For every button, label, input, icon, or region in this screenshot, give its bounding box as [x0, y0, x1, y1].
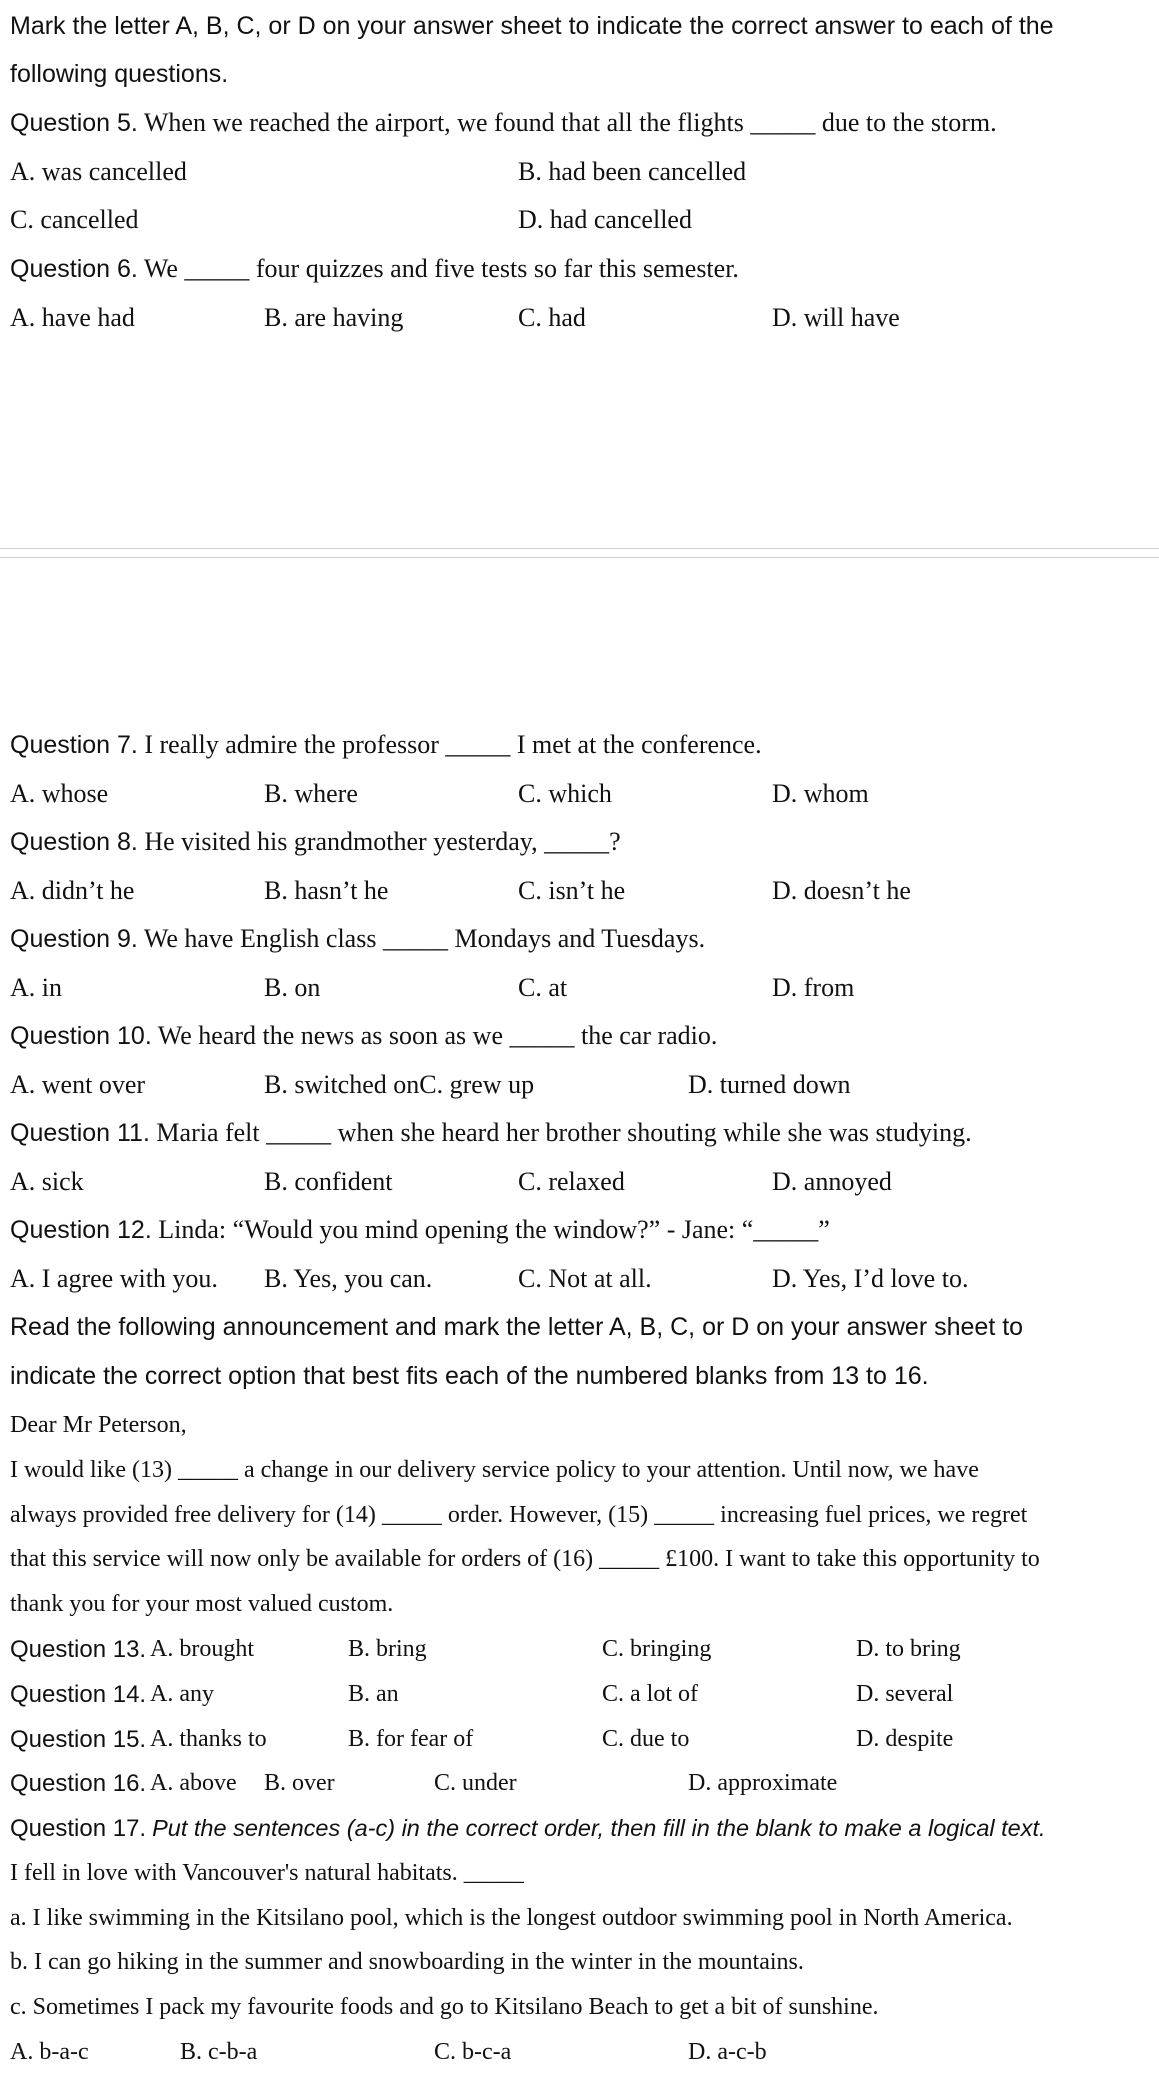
q8-option-c[interactable]: C. isn’t he [518, 876, 626, 905]
question-17 [10, 1815, 1046, 1844]
question-instruction: Put the sentences (a-c) in the correct order, then fill in the blank to make a logical text. [152, 1815, 1046, 1841]
q11-option-a[interactable]: A. sick [10, 1167, 84, 1196]
question-label: Question 8. [10, 828, 138, 856]
q15-option-d[interactable]: D. despite [856, 1726, 954, 1752]
q9-option-d[interactable]: D. from [772, 973, 855, 1002]
q5-option-b[interactable]: B. had been cancelled [518, 157, 747, 186]
question-label: Question 13. [10, 1636, 147, 1663]
q16-option-a[interactable]: A. above [150, 1770, 237, 1796]
q13-option-c[interactable]: C. bringing [602, 1636, 712, 1662]
q15-option-a[interactable]: A. thanks to [150, 1726, 267, 1752]
q15-option-b[interactable]: B. for fear of [348, 1726, 474, 1752]
q5-option-d[interactable]: D. had cancelled [518, 205, 692, 234]
q12-option-c[interactable]: C. Not at all. [518, 1264, 652, 1293]
question-text: We _____ four quizzes and five tests so far this semester. [143, 254, 739, 283]
q17-intro: I fell in love with Vancouver's natural habitats. _____ [10, 1860, 524, 1886]
question-text: Maria felt _____ when she heard her brother shouting while she was studying. [156, 1118, 972, 1147]
q7-option-a[interactable]: A. whose [10, 779, 109, 808]
q13-option-d[interactable]: D. to bring [856, 1636, 961, 1662]
question-label: Question 14. [10, 1681, 147, 1708]
question-16-label-row [10, 1770, 146, 1799]
q16-option-c[interactable]: C. under [434, 1770, 517, 1796]
question-label: Question 12. [10, 1216, 152, 1244]
q14-option-b[interactable]: B. an [348, 1681, 399, 1707]
question-text: I really admire the professor _____ I met at the conference. [144, 730, 762, 759]
question-label: Question 15. [10, 1726, 147, 1753]
q11-option-b[interactable]: B. confident [264, 1167, 393, 1196]
q6-option-d[interactable]: D. will have [772, 303, 900, 332]
letter-line-1: I would like (13) _____ a change in our delivery service policy to your attention. Until now, we have [10, 1457, 979, 1483]
question-8 [10, 827, 621, 857]
q17-option-a[interactable]: A. b-a-c [10, 2039, 89, 2065]
question-14-label-row [10, 1681, 146, 1710]
question-label: Question 16. [10, 1770, 147, 1797]
q9-option-b[interactable]: B. on [264, 973, 321, 1002]
instructions-2-line-2: indicate the correct option that best fits each of the numbered blanks from 13 to 16. [10, 1362, 929, 1390]
question-9 [10, 924, 705, 954]
question-13-label-row [10, 1636, 146, 1665]
question-text: We heard the news as soon as we _____ the car radio. [157, 1021, 718, 1050]
letter-greeting: Dear Mr Peterson, [10, 1412, 187, 1438]
q17-sentence-b: b. I can go hiking in the summer and snowboarding in the winter in the mountains. [10, 1949, 804, 1975]
question-text: When we reached the airport, we found that all the flights _____ due to the storm. [143, 108, 997, 137]
q13-option-b[interactable]: B. bring [348, 1636, 427, 1662]
q17-sentence-c: c. Sometimes I pack my favourite foods and go to Kitsilano Beach to get a bit of sunshine. [10, 1994, 879, 2020]
q10-option-d[interactable]: D. turned down [688, 1070, 851, 1099]
q7-option-b[interactable]: B. where [264, 779, 358, 808]
question-12 [10, 1215, 830, 1245]
q17-option-b[interactable]: B. c-b-a [180, 2039, 258, 2065]
letter-line-3: that this service will now only be available for orders of (16) _____ £100. I want to take this opportunity to [10, 1546, 1040, 1572]
q16-option-d[interactable]: D. approximate [688, 1770, 838, 1796]
q13-option-a[interactable]: A. brought [150, 1636, 254, 1662]
q8-option-b[interactable]: B. hasn’t he [264, 876, 389, 905]
question-label: Question 10. [10, 1022, 152, 1050]
q9-option-a[interactable]: A. in [10, 973, 62, 1002]
q10-option-a[interactable]: A. went over [10, 1070, 146, 1099]
question-text: He visited his grandmother yesterday, _____? [144, 827, 621, 856]
q6-option-a[interactable]: A. have had [10, 303, 135, 332]
q5-option-c[interactable]: C. cancelled [10, 205, 139, 234]
instructions-2-line-1: Read the following announcement and mark the letter A, B, C, or D on your answer sheet to [10, 1313, 1024, 1341]
q14-option-c[interactable]: C. a lot of [602, 1681, 698, 1707]
q8-option-d[interactable]: D. doesn’t he [772, 876, 911, 905]
q6-option-c[interactable]: C. had [518, 303, 586, 332]
q16-option-b[interactable]: B. over [264, 1770, 335, 1796]
question-label: Question 17. [10, 1815, 147, 1842]
question-text: We have English class _____ Mondays and Tuesdays. [143, 924, 706, 953]
question-label: Question 6. [10, 255, 138, 283]
question-label: Question 5. [10, 109, 138, 137]
letter-line-2: always provided free delivery for (14) _____ order. However, (15) _____ increasing fuel prices, we regret [10, 1502, 1028, 1528]
question-text: Linda: “Would you mind opening the window?” - Jane: “_____” [158, 1215, 830, 1244]
q17-sentence-a: a. I like swimming in the Kitsilano pool, which is the longest outdoor swimming pool in North America. [10, 1905, 1013, 1931]
q11-option-d[interactable]: D. annoyed [772, 1167, 892, 1196]
q7-option-d[interactable]: D. whom [772, 779, 869, 808]
q17-option-c[interactable]: C. b-c-a [434, 2039, 512, 2065]
instructions-line-2: following questions. [10, 60, 229, 88]
question-15-label-row [10, 1726, 146, 1755]
q15-option-c[interactable]: C. due to [602, 1726, 690, 1752]
q6-option-b[interactable]: B. are having [264, 303, 404, 332]
q14-option-d[interactable]: D. several [856, 1681, 954, 1707]
question-6 [10, 254, 739, 284]
question-7 [10, 730, 762, 760]
q12-option-a[interactable]: A. I agree with you. [10, 1264, 218, 1293]
q9-option-c[interactable]: C. at [518, 973, 568, 1002]
q10-option-b-c[interactable]: B. switched onC. grew up [264, 1070, 535, 1099]
q7-option-c[interactable]: C. which [518, 779, 612, 808]
question-5 [10, 108, 997, 138]
page-break-line-bottom [0, 557, 1159, 558]
q12-option-d[interactable]: D. Yes, I’d love to. [772, 1264, 969, 1293]
question-10 [10, 1021, 717, 1051]
question-label: Question 7. [10, 731, 138, 759]
q11-option-c[interactable]: C. relaxed [518, 1167, 625, 1196]
letter-line-4: thank you for your most valued custom. [10, 1591, 394, 1617]
question-label: Question 11. [10, 1119, 150, 1147]
page-break-line-top [0, 548, 1159, 549]
q12-option-b[interactable]: B. Yes, you can. [264, 1264, 433, 1293]
q14-option-a[interactable]: A. any [150, 1681, 214, 1707]
question-label: Question 9. [10, 925, 138, 953]
q5-option-a[interactable]: A. was cancelled [10, 157, 187, 186]
q8-option-a[interactable]: A. didn’t he [10, 876, 135, 905]
question-11 [10, 1118, 972, 1148]
q17-option-d[interactable]: D. a-c-b [688, 2039, 767, 2065]
instructions-line-1: Mark the letter A, B, C, or D on your answer sheet to indicate the correct answer to each of the [10, 12, 1054, 40]
